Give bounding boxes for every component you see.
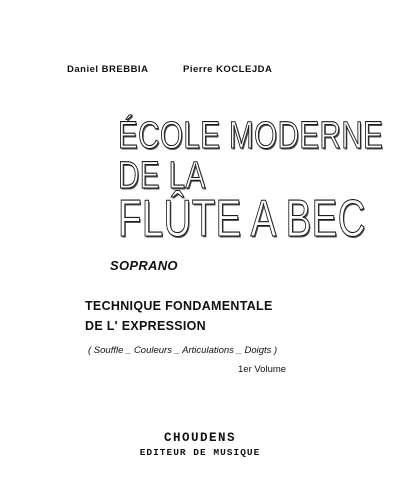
topics-list: ( Souffle _ Couleurs _ Articulations _ Doigts ) (88, 345, 278, 356)
author-daniel-brebbia: Daniel BREBBIA (67, 64, 149, 75)
volume-label: 1er Volume (238, 364, 287, 375)
voice-label: SOPRANO (110, 258, 178, 273)
publisher-tagline: EDITEUR DE MUSIQUE (139, 447, 261, 458)
author-pierre-koclejda: Pierre KOCLEJDA (183, 64, 273, 75)
subtitle-line-1: TECHNIQUE FONDAMENTALE (85, 299, 273, 313)
subtitle-line-2: DE L' EXPRESSION (85, 319, 206, 333)
title-line-3: FLÛTE A BEC (118, 190, 366, 248)
publisher-name: CHOUDENS (163, 431, 236, 445)
title-line-2: DE LA (118, 155, 206, 197)
title-line-1: ÉCOLE MODERNE (118, 115, 384, 157)
